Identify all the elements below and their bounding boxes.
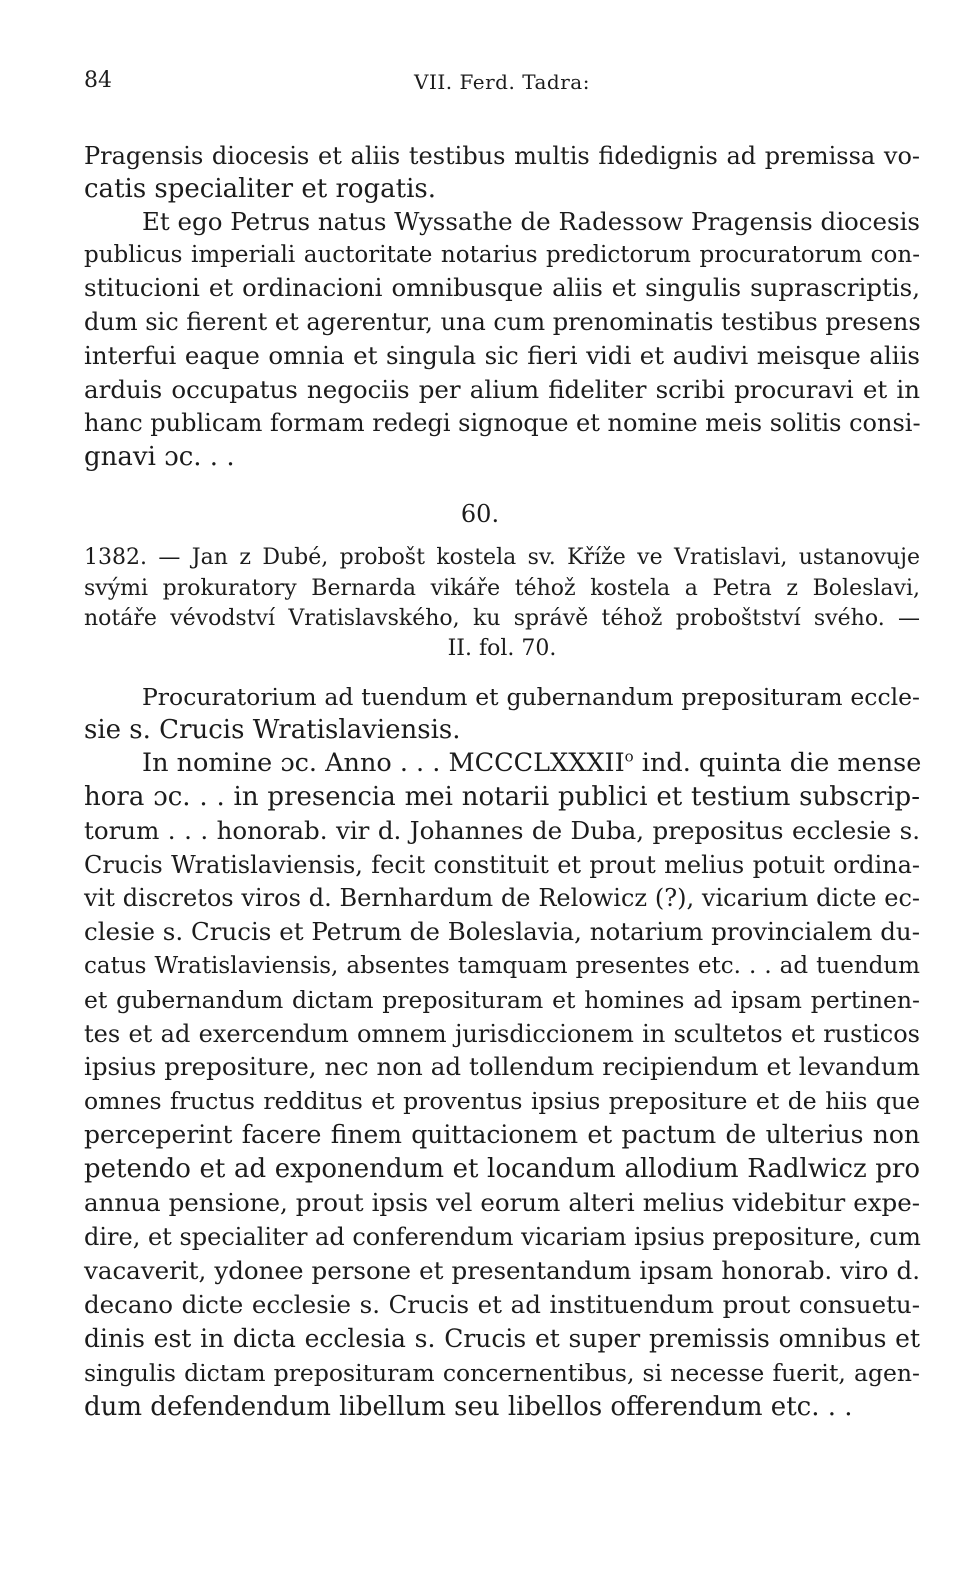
- text-line: [84, 746, 920, 780]
- text-line: dum sic fierent et agerentur, una cum prenominatis testibus presens: [84, 308, 921, 336]
- document-title-line: sie s. Crucis Wratislaviensis.: [84, 715, 461, 745]
- text-segment: In nomine ɔc. Anno . . . MCCCLXXXII: [142, 748, 625, 778]
- text-line: interfui eaque omnia et singula sic fieri vidi et audivi meisque aliis: [84, 341, 920, 370]
- text-line: hanc publicam formam redegi signoque et nomine meis solitis consi-: [84, 409, 921, 437]
- text-line: arduis occupatus negociis per alium fideliter scribi procuravi et in: [84, 375, 920, 404]
- text-line: clesie s. Crucis et Petrum de Boleslavia, notarium provincialem du-: [84, 917, 920, 946]
- text-line: vit discretos viros d. Bernhardum de Relowicz (?), vicarium dicte ec-: [84, 884, 920, 912]
- text-line: singulis dictam preposituram concernentibus, si necesse fuerit, agen-: [84, 1359, 920, 1387]
- text-line: dum defendendum libellum seu libellos offerendum etc. . .: [84, 1392, 853, 1422]
- text-line: decano dicte ecclesie s. Crucis et ad instituendum prout consuetu-: [84, 1290, 920, 1319]
- running-head: VII. Ferd. Tadra:: [414, 70, 590, 94]
- text-line: vacaverit, ydonee persone et presentandum ipsam honorab. viro d.: [84, 1256, 920, 1285]
- text-line: torum . . . honorab. vir d. Johannes de Duba, prepositus ecclesie s.: [84, 816, 920, 845]
- text-line: tes et ad exercendum omnem jurisdiccionem in scultetos et rusticos: [84, 1020, 920, 1048]
- text-line: stitucioni et ordinacioni omnibusque aliis et singulis suprascriptis,: [84, 273, 920, 302]
- text-line: dinis est in dicta ecclesia s. Crucis et super premissis omnibus et: [84, 1324, 920, 1353]
- page-number: 84: [84, 68, 112, 93]
- text-line: et gubernandum dictam preposituram et homines ad ipsam pertinen-: [84, 986, 920, 1014]
- text-line: petendo et ad exponendum et locandum allodium Radlwicz pro: [84, 1154, 920, 1184]
- text-line: omnes fructus redditus et proventus ipsius prepositure et de hiis que: [84, 1087, 920, 1115]
- text-line: annua pensione, prout ipsis vel eorum alteri melius videbitur expe-: [84, 1188, 920, 1217]
- regest-line: svými prokuratory Bernarda vikáře téhož kostela a Petra z Boleslavi,: [84, 576, 920, 601]
- text-line: perceperint facere finem quittacionem et pactum de ulterius non: [84, 1120, 920, 1149]
- regest-line: notáře vévodství Vratislavského, ku správě téhož proboštství svého. —: [84, 606, 920, 631]
- document-title-line: Procuratorium ad tuendum et gubernandum preposituram eccle-: [142, 683, 920, 711]
- text-line: dire, et specialiter ad conferendum vicariam ipsius prepositure, cum: [84, 1223, 921, 1251]
- document-number: 60.: [460, 500, 500, 528]
- text-line: catus Wratislaviensis, absentes tamquam presentes etc. . . ad tuendum: [84, 953, 920, 979]
- page-header: [84, 68, 920, 102]
- regest-line: 1382. — Jan z Dubé, probošt kostela sv. Kříže ve Vratislavi, ustanovuje: [84, 545, 920, 570]
- superscript: o: [624, 747, 634, 766]
- text-line: catis specialiter et rogatis.: [84, 174, 437, 204]
- text-line: gnavi ɔc. . .: [84, 442, 235, 472]
- text-line: Crucis Wratislaviensis, fecit constituit et prout melius potuit ordina-: [84, 851, 920, 879]
- text-segment: ind. quinta die mense: [633, 748, 922, 778]
- text-line: hora ɔc. . . in presencia mei notarii publici et testium subscrip-: [84, 782, 920, 812]
- text-line: Pragensis diocesis et aliis testibus multis fidedignis ad premissa vo-: [84, 142, 920, 170]
- text-line: Et ego Petrus natus Wyssathe de Radessow Pragensis diocesis: [142, 207, 920, 236]
- text-line: publicus imperiali auctoritate notarius predictorum procuratorum con-: [84, 242, 920, 268]
- regest-source: II. fol. 70.: [447, 636, 557, 661]
- text-line: ipsius prepositure, nec non ad tollendum recipiendum et levandum: [84, 1052, 920, 1081]
